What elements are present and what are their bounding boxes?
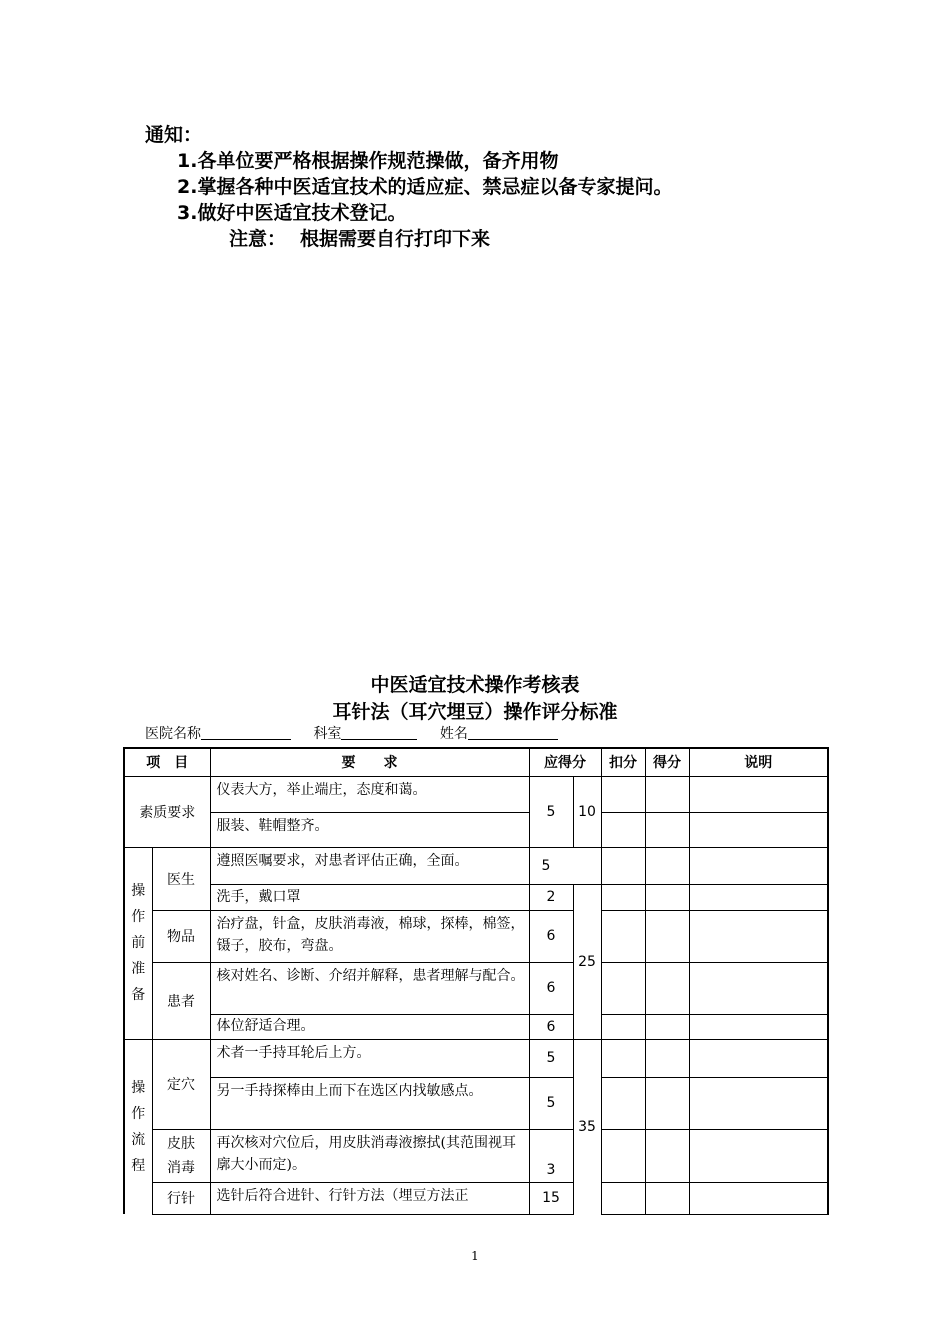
form-meta — [145, 723, 558, 743]
table-row — [124, 884, 828, 910]
section-char: 作 — [131, 909, 146, 925]
page-number: 1 — [471, 1249, 479, 1263]
deduct-cell[interactable] — [601, 962, 645, 1014]
deduct-cell[interactable] — [601, 884, 645, 910]
note-cell[interactable] — [689, 847, 828, 884]
got-cell[interactable] — [645, 1039, 689, 1077]
section-prep — [124, 847, 152, 1039]
header-got: 得分 — [645, 748, 689, 776]
form-subtitle: 耳针法（耳穴埋豆）操作评分标准 — [332, 701, 618, 723]
req-cell: 选针后符合进针、行针方法（埋豆方法正 — [210, 1182, 529, 1214]
req-cell: 治疗盘，针盒，皮肤消毒液，棉球，探棒，棉签，镊子，胶布，弯盘。 — [210, 910, 529, 962]
table-row — [124, 1182, 828, 1214]
section-char: 准 — [131, 961, 146, 977]
table-row — [124, 776, 828, 812]
subtotal-cell: 25 — [573, 884, 601, 1039]
dept-blank — [341, 725, 417, 740]
table-row — [124, 1014, 828, 1039]
header-row — [124, 748, 828, 776]
subtotal-cell: 10 — [573, 776, 601, 847]
header-note: 说明 — [689, 748, 828, 776]
note-cell[interactable] — [689, 1039, 828, 1077]
req-cell: 洗手，戴口罩 — [210, 884, 529, 910]
name-blank — [468, 725, 558, 740]
header-item: 项 目 — [124, 748, 210, 776]
header-requirement: 要 求 — [210, 748, 529, 776]
note-cell[interactable] — [689, 1129, 828, 1182]
got-cell[interactable] — [645, 884, 689, 910]
subtotal-cell: 35 — [573, 1039, 601, 1214]
note-label: 注意： — [229, 228, 287, 250]
req-cell: 再次核对穴位后，用皮肤消毒液擦拭(其范围视耳廓大小而定)。 — [210, 1129, 529, 1182]
sub-skin-disinfect — [152, 1129, 210, 1182]
hospital-blank — [201, 725, 291, 740]
note-cell[interactable] — [689, 812, 828, 847]
name-label: 姓名 — [439, 726, 468, 742]
notice-block — [145, 122, 672, 252]
score-table — [123, 747, 829, 1215]
req-cell: 服装、鞋帽整齐。 — [210, 812, 529, 847]
deduct-cell[interactable] — [601, 1014, 645, 1039]
req-cell: 术者一手持耳轮后上方。 — [210, 1039, 529, 1077]
sub-acupoint: 定穴 — [152, 1039, 210, 1129]
deduct-cell[interactable] — [601, 812, 645, 847]
sub-patient: 患者 — [152, 962, 210, 1039]
got-cell[interactable] — [645, 1014, 689, 1039]
note-cell[interactable] — [689, 884, 828, 910]
notice-item-1: 1.各单位要严格根据操作规范操做，备齐用物 — [177, 150, 559, 172]
sub-char: 皮肤 — [167, 1135, 195, 1152]
sub-needle: 行针 — [152, 1182, 210, 1214]
note-cell[interactable] — [689, 1182, 828, 1214]
note-cell[interactable] — [689, 962, 828, 1014]
sub-items: 物品 — [152, 910, 210, 962]
hospital-label: 医院名称 — [145, 726, 201, 742]
got-cell[interactable] — [645, 1077, 689, 1129]
section-char: 程 — [131, 1157, 146, 1174]
section-char: 操 — [131, 1079, 146, 1096]
section-char: 备 — [131, 987, 146, 1003]
score-cell: 5 — [529, 1039, 573, 1077]
notice-item-2: 2.掌握各种中医适宜技术的适应症、禁忌症以备专家提问。 — [177, 176, 673, 198]
table-row — [124, 962, 828, 1014]
header-score: 应得分 — [529, 748, 601, 776]
score-cell: 5 — [529, 847, 601, 884]
section-char: 前 — [131, 935, 146, 951]
note-cell[interactable] — [689, 910, 828, 962]
form-title: 中医适宜技术操作考核表 — [370, 674, 580, 696]
got-cell[interactable] — [645, 776, 689, 812]
note-text: 根据需要自行打印下来 — [300, 228, 491, 250]
got-cell[interactable] — [645, 812, 689, 847]
score-cell: 6 — [529, 910, 573, 962]
sub-doctor: 医生 — [152, 847, 210, 910]
score-cell: 5 — [529, 776, 573, 847]
notice-note — [145, 226, 672, 252]
score-cell: 2 — [529, 884, 573, 910]
note-cell[interactable] — [689, 1014, 828, 1039]
req-cell: 核对姓名、诊断、介绍并解释，患者理解与配合。 — [210, 962, 529, 1014]
got-cell[interactable] — [645, 847, 689, 884]
table-row — [124, 1129, 828, 1182]
deduct-cell[interactable] — [601, 1077, 645, 1129]
sub-char: 消毒 — [167, 1159, 195, 1176]
score-cell: 3 — [529, 1129, 573, 1182]
note-cell[interactable] — [689, 1077, 828, 1129]
req-cell: 体位舒适合理。 — [210, 1014, 529, 1039]
req-cell: 遵照医嘱要求，对患者评估正确，全面。 — [210, 847, 529, 884]
table-row — [124, 847, 828, 884]
deduct-cell[interactable] — [601, 847, 645, 884]
score-cell: 5 — [529, 1077, 573, 1129]
deduct-cell[interactable] — [601, 1129, 645, 1182]
got-cell[interactable] — [645, 910, 689, 962]
section-char: 流 — [131, 1131, 146, 1148]
req-cell: 仪表大方，举止端庄，态度和蔼。 — [210, 776, 529, 812]
dept-label: 科室 — [313, 726, 342, 742]
deduct-cell[interactable] — [601, 1039, 645, 1077]
section-quality: 素质要求 — [124, 776, 210, 847]
table-row — [124, 1039, 828, 1077]
score-cell: 6 — [529, 1014, 573, 1039]
score-cell: 15 — [529, 1182, 573, 1214]
notice-item-3: 3.做好中医适宜技术登记。 — [177, 202, 407, 224]
score-cell: 6 — [529, 962, 573, 1014]
table-row — [124, 910, 828, 962]
req-cell: 另一手持探棒由上而下在选区内找敏感点。 — [210, 1077, 529, 1129]
note-cell[interactable] — [689, 776, 828, 812]
table-row — [124, 812, 828, 847]
got-cell[interactable] — [645, 1182, 689, 1214]
section-flow — [124, 1039, 152, 1214]
deduct-cell[interactable] — [601, 1182, 645, 1214]
notice-heading: 通知： — [145, 124, 203, 146]
got-cell[interactable] — [645, 962, 689, 1014]
got-cell[interactable] — [645, 1129, 689, 1182]
section-char: 作 — [131, 1105, 146, 1122]
deduct-cell[interactable] — [601, 776, 645, 812]
table-row — [124, 1077, 828, 1129]
section-char: 操 — [131, 883, 146, 899]
header-deduct: 扣分 — [601, 748, 645, 776]
deduct-cell[interactable] — [601, 910, 645, 962]
